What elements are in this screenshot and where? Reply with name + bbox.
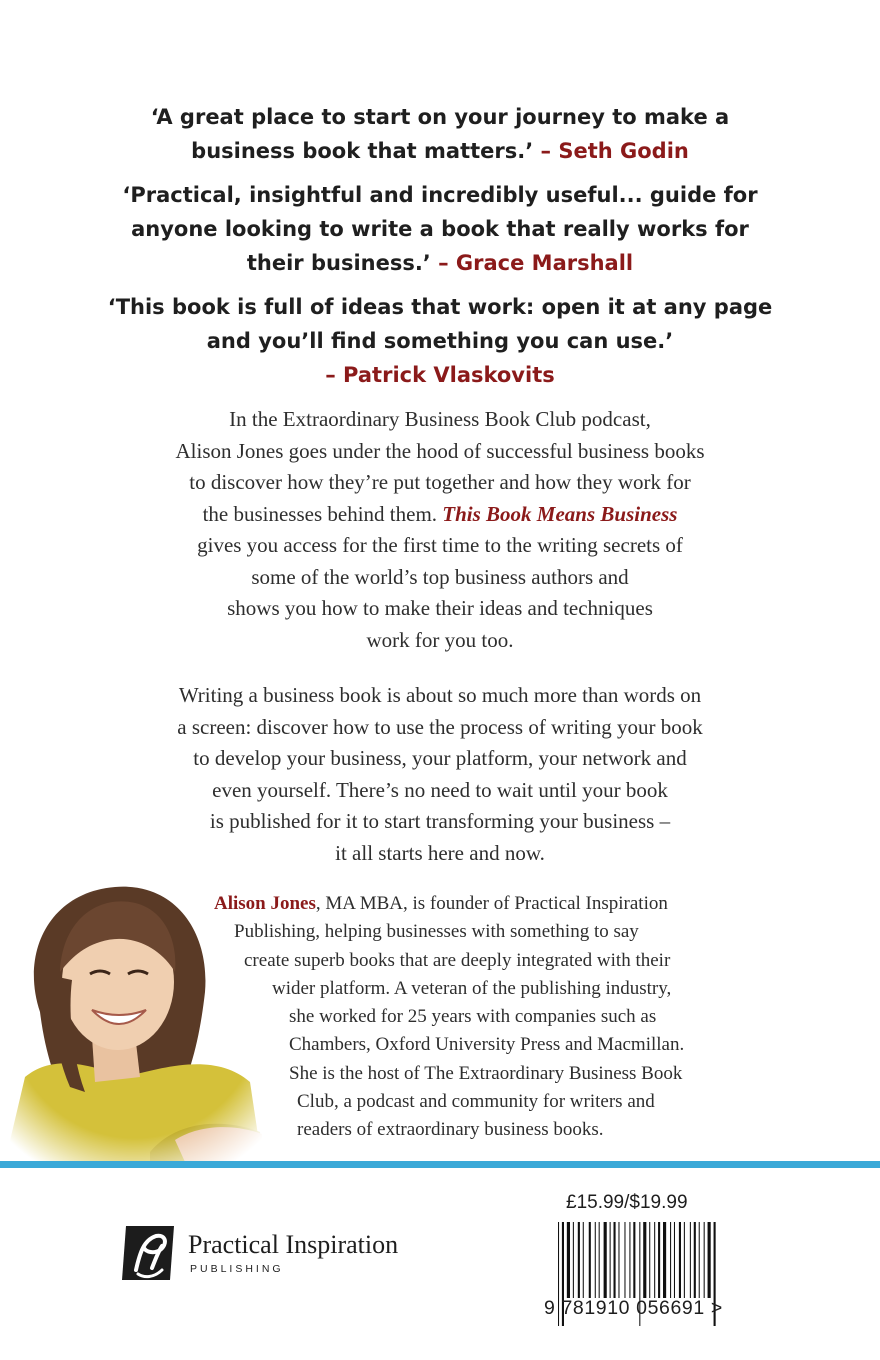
barcode-bar [604,1222,607,1298]
bio-line: wider platform. A veteran of the publishing industry, [272,977,672,999]
description-paragraph-2 [100,680,780,869]
barcode-bar [674,1222,675,1298]
text-line: gives you access for the first time to the writing secrets of [197,533,683,557]
barcode-bar [643,1222,646,1298]
quote-attribution: – Seth Godin [540,139,689,163]
quote-attribution: – Patrick Vlaskovits [325,363,555,387]
quote-line: ‘This book is full of ideas that work: open it at any page [107,295,773,319]
text-line: it all starts here and now. [335,840,545,865]
bio-line: Club, a podcast and community for writers and [297,1091,655,1113]
bio-line: Chambers, Oxford University Press and Macmillan. [289,1034,685,1056]
quote-line: and you’ll find something you can use.’ [206,329,674,353]
text-line: work for you too. [366,627,514,652]
bio-line: She is the host of The Extraordinary Business Book [289,1062,683,1084]
publisher-subtitle: PUBLISHING [190,1263,284,1275]
barcode-bar [567,1222,570,1298]
barcode-bar [649,1222,650,1298]
text-line: In the Extraordinary Business Book Club podcast, [229,407,651,431]
barcode-bar [699,1222,700,1298]
bio-line: Publishing, helping businesses with something to say [234,921,639,943]
barcode-bar [614,1222,616,1298]
barcode-bar [618,1222,619,1298]
text-line: to develop your business, your platform, your network and [193,746,687,770]
quote-line: ‘A great place to start on your journey to make a [150,105,730,129]
barcode-bar [704,1222,705,1298]
endorsement-quote [60,100,820,168]
barcode-bar [629,1222,630,1298]
barcode-bar [694,1222,696,1298]
bio-line: readers of extraordinary business books. [297,1119,604,1141]
quote-line: business book that matters.’ – Seth Godin [191,139,689,163]
barcode-bar [610,1222,611,1298]
barcode-bar [599,1222,600,1298]
text-line: even yourself. There’s no need to wait until your book [212,777,668,802]
price-label: £15.99/$19.99 [566,1192,688,1213]
barcode-bar [589,1222,591,1298]
text-line: a screen: discover how to use the process of writing your book [177,714,703,739]
barcode-bar [658,1222,660,1298]
author-name: Alison Jones [214,893,316,914]
bio-line: create superb books that are deeply integrated with their [244,949,671,971]
barcode-bar [684,1222,685,1298]
barcode-bar [583,1222,584,1298]
endorsements [60,100,820,402]
divider-rule [0,1161,880,1168]
isbn-digits: 9 781910 056691 > [544,1297,723,1319]
bio-line: Alison Jones, MA MBA, is founder of Practical Inspiration [214,893,668,914]
quote-attribution: – Grace Marshall [438,251,634,275]
quote-line: anyone looking to write a book that really works for [131,217,749,241]
text-line: some of the world’s top business authors and [251,564,629,589]
barcode-bar [654,1222,655,1298]
barcode-bar [670,1222,671,1298]
publisher-logo [118,1222,418,1288]
bio-line: she worked for 25 years with companies such as [289,1006,657,1028]
quote-line: ‘Practical, insightful and incredibly useful... guide for [122,183,758,207]
description-paragraph-1 [100,404,780,656]
endorsement-quote [60,178,820,280]
barcode-bar [595,1222,596,1298]
endorsement-quote [60,290,820,392]
barcode-bar [578,1222,580,1298]
barcode-bar [708,1222,711,1298]
barcode-bar [679,1222,681,1298]
text-line: Alison Jones goes under the hood of successful business books [175,438,705,463]
barcode-bar [690,1222,691,1298]
book-title: This Book Means Business [442,501,678,526]
publisher-name: Practical Inspiration [188,1230,399,1259]
pi-monogram-icon [118,1222,178,1284]
text-line: is published for it to start transforming your business – [209,809,671,833]
barcode-bar [663,1222,666,1298]
quote-line: their business.’ – Grace Marshall [246,251,634,275]
barcode-bar [633,1222,635,1298]
text-line: shows you how to make their ideas and techniques [227,596,653,620]
author-bio [200,890,760,1145]
text-line: the businesses behind them. This Book Means Business [202,501,678,526]
text-line: to discover how they’re put together and how they work for [189,470,691,494]
text-line: Writing a business book is about so much more than words on [178,683,702,707]
barcode-bar [573,1222,574,1298]
barcode-bar [624,1222,625,1298]
